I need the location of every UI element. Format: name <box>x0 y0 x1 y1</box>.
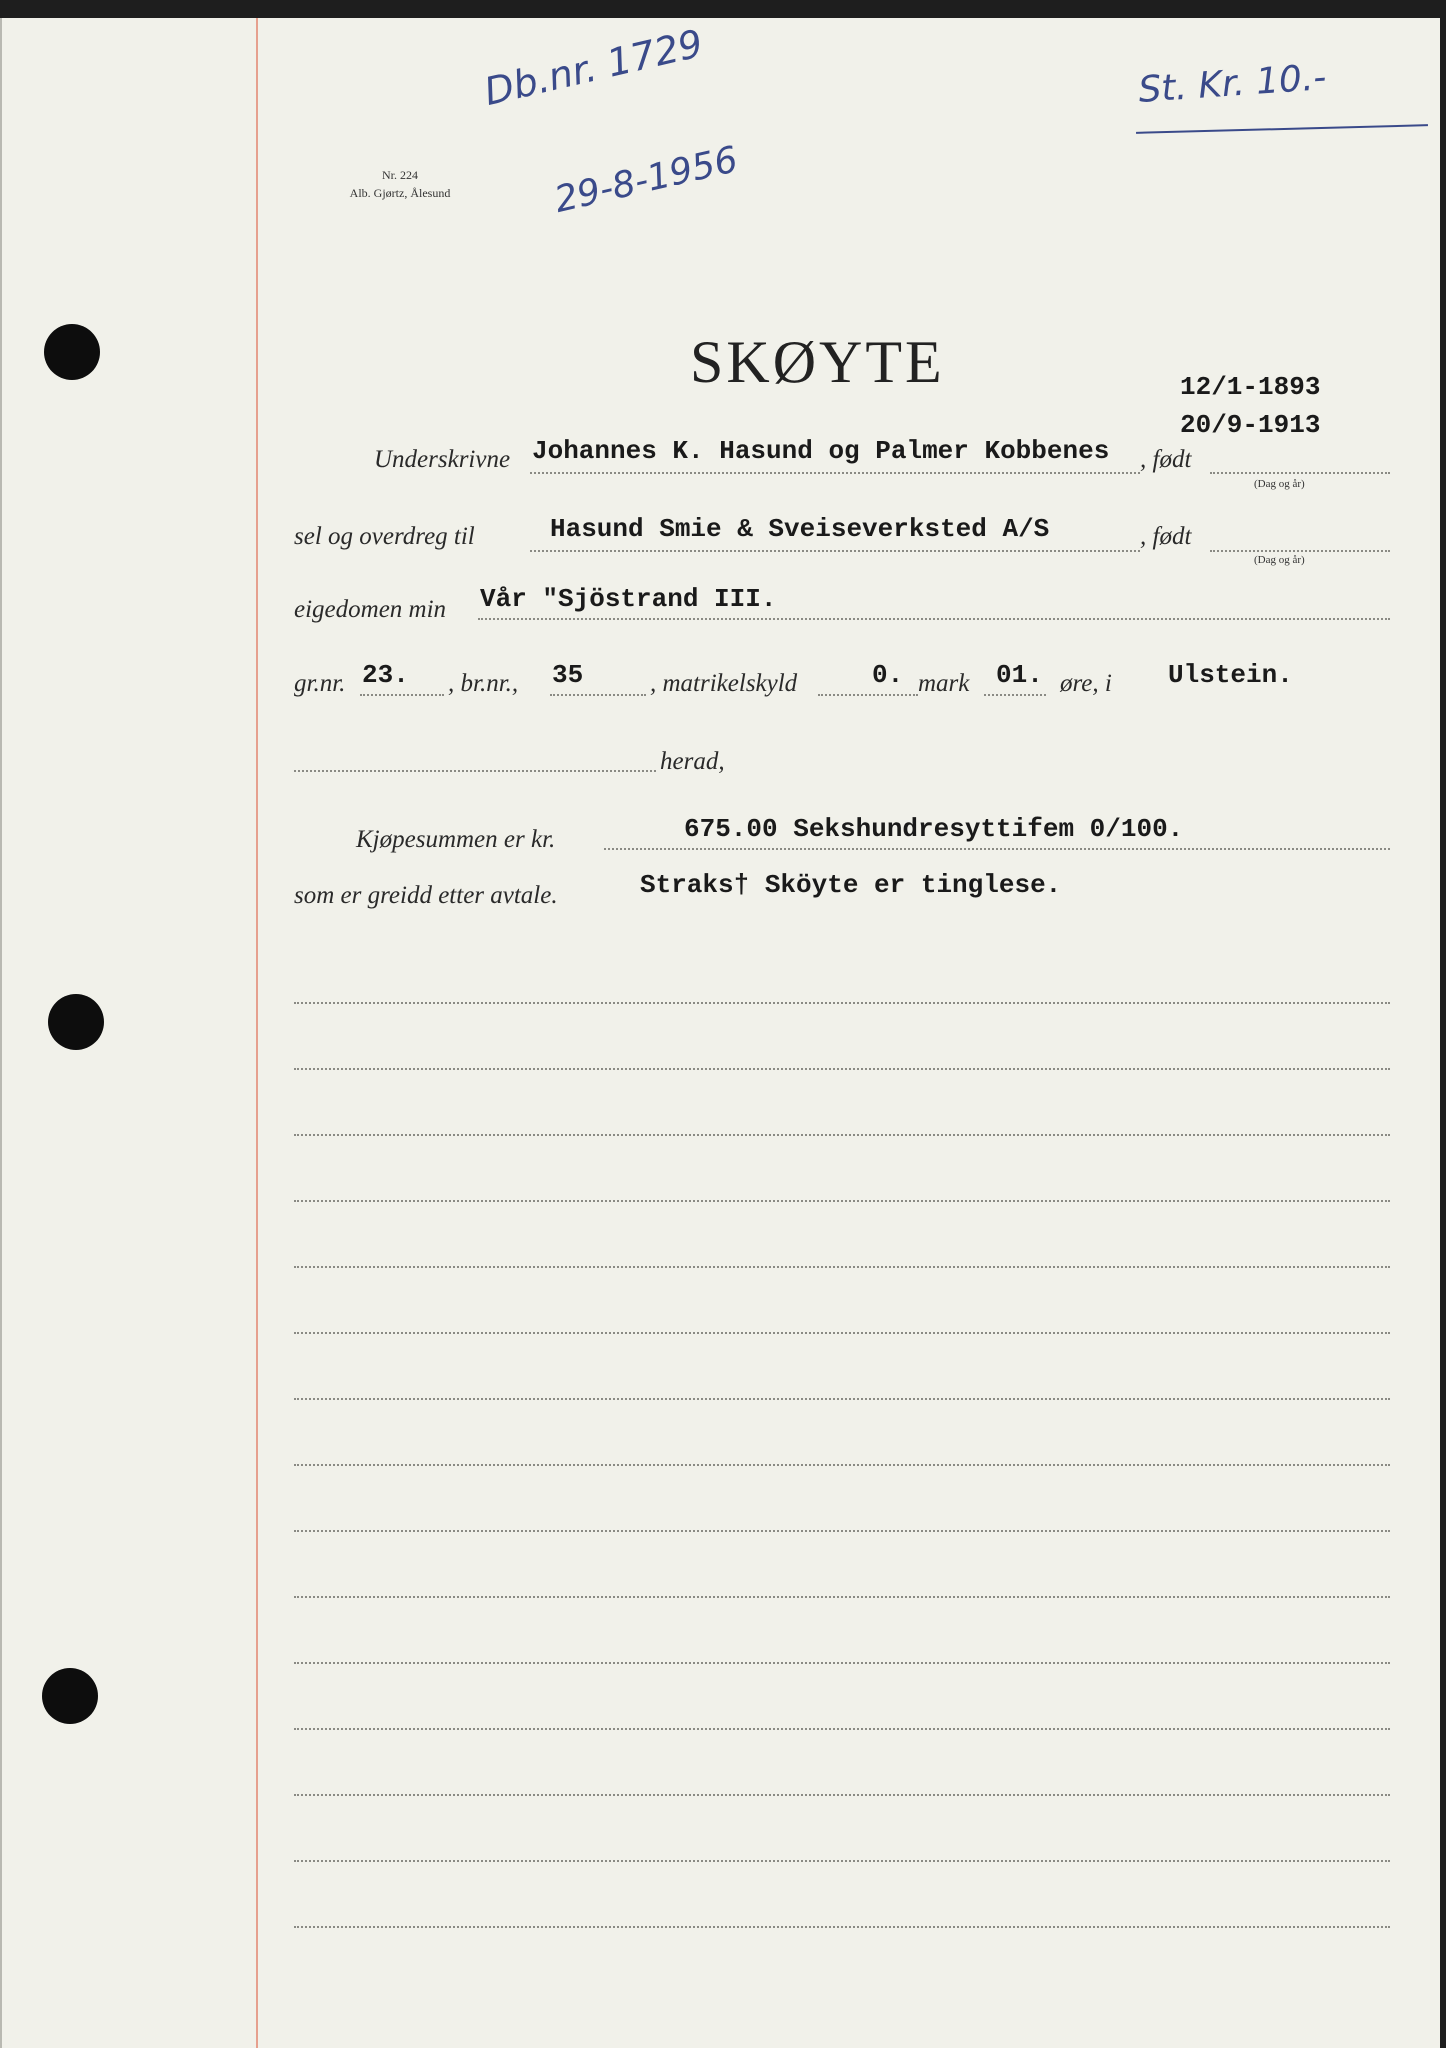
printer-number: Nr. 224 <box>382 168 418 182</box>
dotted-line <box>1210 472 1390 474</box>
label-greidd-etter-avtale: som er greidd etter avtale. <box>294 882 558 909</box>
dotted-line <box>530 472 1140 474</box>
seller-birth-date-1: 12/1-1893 <box>1180 372 1321 402</box>
label-herad: herad, <box>660 748 725 775</box>
label-fodd-2: , født <box>1140 523 1192 550</box>
dotted-line <box>294 1068 1390 1070</box>
dotted-line <box>294 1200 1390 1202</box>
label-eigedomen: eigedomen min <box>294 596 447 623</box>
dotted-line <box>818 694 918 696</box>
dotted-line <box>294 770 656 772</box>
dotted-line <box>294 1134 1390 1136</box>
dotted-line <box>294 1332 1390 1334</box>
gr-nr-value: 23. <box>362 660 409 690</box>
dotted-line <box>550 694 646 696</box>
dotted-line <box>294 1662 1390 1664</box>
dotted-line <box>478 618 1390 620</box>
label-br-nr: , br.nr., <box>448 670 519 697</box>
dotted-line <box>294 1728 1390 1730</box>
punch-hole <box>48 994 104 1050</box>
dotted-line <box>1210 550 1390 552</box>
mark-value: 0. <box>872 660 904 690</box>
dotted-line <box>294 1926 1390 1928</box>
property-name: Vår "Sjöstrand III. <box>480 584 777 614</box>
punch-hole <box>42 1668 98 1724</box>
dotted-line <box>294 1530 1390 1532</box>
label-dag-og-ar-1: (Dag og år) <box>1254 478 1305 490</box>
dotted-line <box>294 1266 1390 1268</box>
margin-rule <box>256 18 258 2048</box>
printer-name: Alb. Gjørtz, Ålesund <box>349 186 451 200</box>
sellers-names: Johannes K. Hasund og Palmer Kobbenes <box>532 436 1110 466</box>
page-edge <box>0 18 2 2048</box>
purchase-price: 675.00 Sekshundresyttifem 0/100. <box>684 814 1184 844</box>
corner-note-handwritten: St. Kr. 10.- <box>1137 56 1328 111</box>
document-number-handwritten: Db.nr. 1729 <box>480 21 707 114</box>
dotted-line <box>530 550 1140 552</box>
payment-terms: Straks† Sköyte er tinglese. <box>640 870 1062 900</box>
seller-birth-date-2: 20/9-1913 <box>1180 410 1321 440</box>
label-mark: mark <box>918 670 970 697</box>
dotted-line <box>294 1002 1390 1004</box>
dotted-line <box>604 848 1390 850</box>
corner-note-underline <box>1136 124 1428 134</box>
registration-date-handwritten: 29-8-1956 <box>550 139 742 221</box>
label-kjopesummen: Kjøpesummen er kr. <box>356 826 556 853</box>
label-fodd-1: , født <box>1140 446 1192 473</box>
dotted-line <box>294 1596 1390 1598</box>
label-sel-og-overdreg: sel og overdreg til <box>294 523 475 550</box>
document-title: SKØYTE <box>690 329 945 395</box>
dotted-line <box>294 1464 1390 1466</box>
br-nr-value: 35 <box>552 660 584 690</box>
label-underskrivne: Underskrivne <box>374 446 511 473</box>
printer-imprint <box>300 166 500 202</box>
label-ore-i: øre, i <box>1060 670 1112 697</box>
document-page <box>0 18 1440 2048</box>
municipality: Ulstein. <box>1168 660 1293 690</box>
dotted-line <box>984 694 1046 696</box>
buyer-name: Hasund Smie & Sveiseverksted A/S <box>550 514 1050 544</box>
ore-value: 01. <box>996 660 1043 690</box>
label-matrikelskyld: , matrikelskyld <box>650 670 798 697</box>
dotted-line <box>294 1794 1390 1796</box>
label-gr-nr: gr.nr. <box>294 670 346 697</box>
punch-hole <box>44 324 100 380</box>
label-dag-og-ar-2: (Dag og år) <box>1254 554 1305 566</box>
dotted-line <box>294 1860 1390 1862</box>
dotted-line <box>360 694 444 696</box>
dotted-line <box>294 1398 1390 1400</box>
